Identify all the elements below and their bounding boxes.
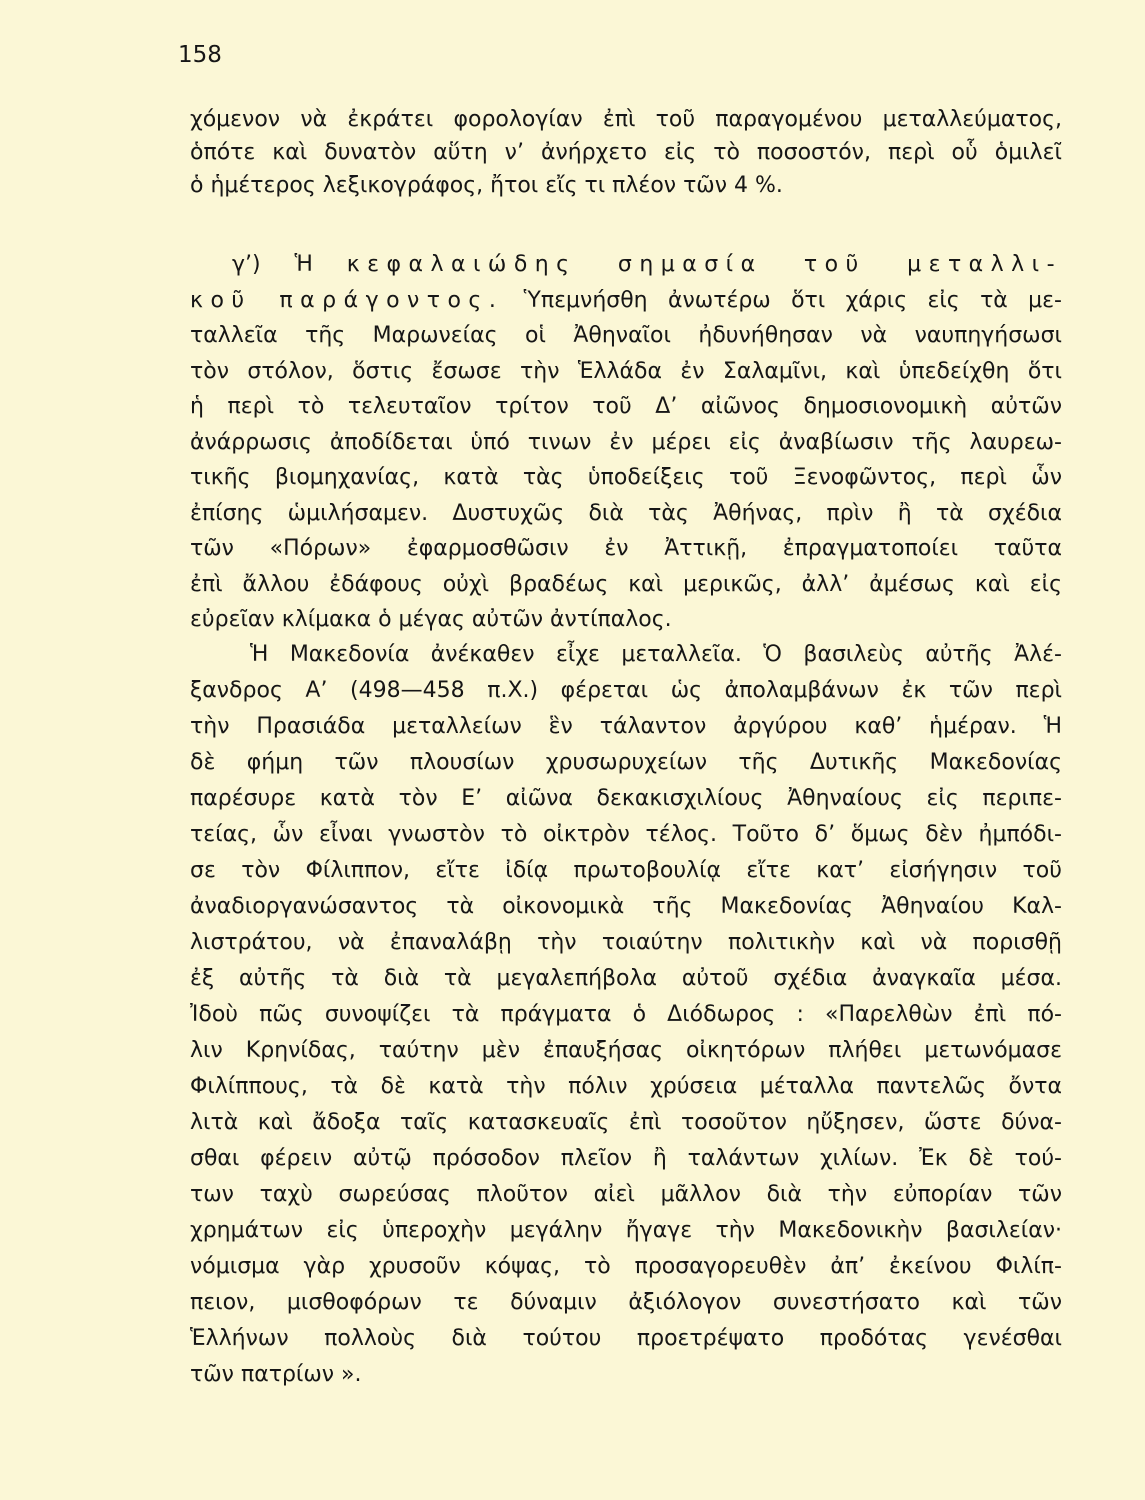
text-line: τικῆς βιομηχανίας, κατὰ τὰς ὑποδείξεις τοῦ Ξενοφῶντος, περὶ ὧν — [190, 465, 1062, 490]
text-line: ἐξ αὐτῆς τὰ διὰ τὰ μεγαλεπήβολα αὐτοῦ σχέδια ἀναγκαῖα μέσα. — [190, 966, 1062, 991]
text-line: ὁπότε καὶ δυνατὸν αὕτη ν’ ἀνήρχετο εἰς τὸ ποσοστόν, περὶ οὗ ὁμιλεῖ — [190, 140, 1062, 165]
text-line: ἐπὶ ἄλλου ἐδάφους οὐχὶ βραδέως καὶ μερικῶς, ἀλλ’ ἀμέσως καὶ εἰς — [190, 571, 1062, 597]
paragraph-macedonia — [190, 637, 1062, 1393]
text-line: ἀναδιοργανώσαντος τὰ οἰκονομικὰ τῆς Μακεδονίας Ἀθηναίου Καλ- — [190, 894, 1062, 919]
text-line: λιν Κρηνίδας, ταύτην μὲν ἐπαυξήσας οἰκητόρων πλήθει μετωνόμασε — [190, 1038, 1062, 1063]
text-line: Ἑλλήνων πολλοὺς διὰ τούτου προετρέψατο προδότας γενέσθαι — [190, 1326, 1062, 1351]
text-line: τὸν στόλον, ὅστις ἔσωσε τὴν Ἑλλάδα ἐν Σαλαμῖνι, καὶ ὑπεδείχθη ὅτι — [190, 358, 1062, 384]
text-line: χόμενον νὰ ἐκράτει φορολογίαν ἐπὶ τοῦ παραγομένου μεταλλεύματος, — [190, 107, 1062, 132]
text-line: νόμισμα γὰρ χρυσοῦν κόψας, τὸ προσαγορευθὲν ἀπ’ ἐκείνου Φιλίπ- — [190, 1254, 1062, 1279]
section-heading-spaced: κεφαλαιώδης σημασία τοῦ μεταλλι- — [346, 252, 1062, 277]
paragraph-section-g — [190, 247, 1062, 638]
section-label: γ’) Ἡ — [232, 252, 313, 277]
text-line: Φιλίππους, τὰ δὲ κατὰ τὴν πόλιν χρύσεια μέταλλα παντελῶς ὄντα — [190, 1074, 1062, 1099]
text-line: πειον, μισθοφόρων τε δύναμιν ἀξιόλογον συνεστήσατο καὶ τῶν — [190, 1290, 1062, 1315]
section-heading-spaced: κοῦ παράγοντος. — [190, 287, 504, 313]
text-line: τὴν Πρασιάδα μεταλλείων ἓν τάλαντον ἀργύρου καθ’ ἡμέραν. Ἡ — [190, 714, 1062, 739]
text-line: τῶν πατρίων ». — [190, 1362, 362, 1387]
paragraph-continuation — [190, 103, 1062, 202]
text-line: εὐρεῖαν κλίμακα ὁ μέγας αὐτῶν ἀντίπαλος. — [190, 607, 672, 632]
text-line: λιστράτου, νὰ ἐπαναλάβῃ τὴν τοιαύτην πολιτικὴν καὶ νὰ πορισθῇ — [190, 930, 1062, 955]
text-line: λιτὰ καὶ ἄδοξα ταῖς κατασκευαῖς ἐπὶ τοσοῦτον ηὔξησεν, ὥστε δύνα- — [190, 1110, 1062, 1135]
text-line: σε τὸν Φίλιππον, εἴτε ἰδίᾳ πρωτοβουλίᾳ εἴτε κατ’ εἰσήγησιν τοῦ — [190, 858, 1062, 883]
text-line: των ταχὺ σωρεύσας πλοῦτον αἰεὶ μᾶλλον διὰ τὴν εὐπορίαν τῶν — [190, 1182, 1062, 1207]
text-line: Ἡ Μακεδονία ἀνέκαθεν εἶχε μεταλλεῖα. Ὁ βασιλεὺς αὐτῆς Ἀλέ- — [250, 642, 1062, 667]
text-line: ξανδρος Α’ (498—458 π.Χ.) φέρεται ὡς ἀπολαμβάνων ἐκ τῶν περὶ — [190, 678, 1062, 703]
text-line: χρημάτων εἰς ὑπεροχὴν μεγάλην ἤγαγε τὴν Μακεδονικὴν βασιλείαν· — [190, 1218, 1062, 1243]
section-heading-line — [190, 283, 1062, 319]
text-line: ταλλεῖα τῆς Μαρωνείας οἱ Ἀθηναῖοι ἠδυνήθησαν νὰ ναυπηγήσωσι — [190, 323, 1062, 348]
text-line: δὲ φήμη τῶν πλουσίων χρυσωρυχείων τῆς Δυτικῆς Μακεδονίας — [190, 750, 1062, 775]
text-line: ἀνάρρωσις ἀποδίδεται ὑπό τινων ἐν μέρει εἰς ἀναβίωσιν τῆς λαυρεω- — [190, 429, 1062, 455]
text-line: ἐπίσης ὡμιλήσαμεν. Δυστυχῶς διὰ τὰς Ἀθήνας, πρὶν ἢ τὰ σχέδια — [190, 500, 1062, 526]
text-line: τῶν «Πόρων» ἐφαρμοσθῶσιν ἐν Ἀττικῇ, ἐπραγματοποίει ταῦτα — [190, 536, 1062, 561]
text-run: Ὑπεμνήσθη ἀνωτέρω ὅτι χάρις εἰς τὰ με- — [523, 287, 1062, 313]
text-line: σθαι φέρειν αὐτῷ πρόσοδον πλεῖον ἢ ταλάντων χιλίων. Ἐκ δὲ τού- — [190, 1146, 1062, 1171]
text-line: τείας, ὧν εἶναι γνωστὸν τὸ οἰκτρὸν τέλος. Τοῦτο δ’ ὅμως δὲν ἠμπόδι- — [190, 822, 1062, 847]
text-line: ὁ ἡμέτερος λεξικογράφος, ἤτοι εἴς τι πλέον τῶν 4 %. — [190, 173, 783, 198]
page-number: 158 — [178, 42, 222, 68]
text-line: παρέσυρε κατὰ τὸν Ε’ αἰῶνα δεκακισχιλίους Ἀθηναίους εἰς περιπε- — [190, 786, 1062, 811]
section-heading-line — [190, 247, 1062, 283]
text-line: Ἰδοὺ πῶς συνοψίζει τὰ πράγματα ὁ Διόδωρος : «Παρελθὼν ἐπὶ πό- — [190, 1002, 1062, 1027]
text-line: ἡ περὶ τὸ τελευταῖον τρίτον τοῦ Δ’ αἰῶνος δημοσιονομικὴ αὐτῶν — [190, 394, 1062, 419]
